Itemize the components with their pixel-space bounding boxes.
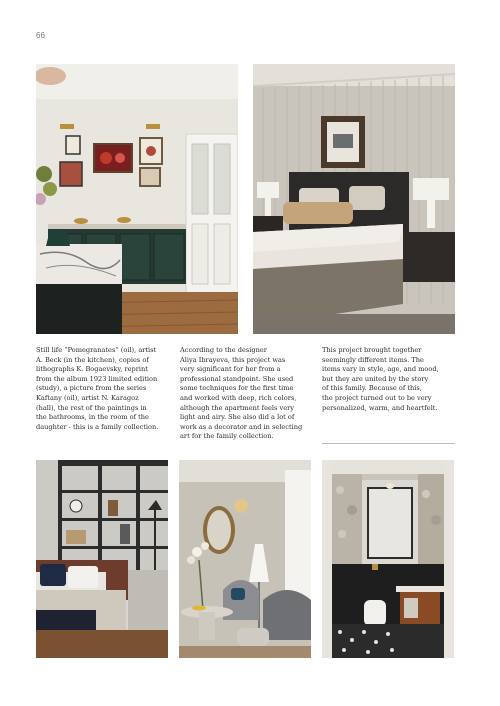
kitchen-photo — [36, 64, 238, 334]
column-divider-rule — [322, 443, 455, 444]
caption-column-2: According to the designer Aliya Ibrayeva, this project was very significant for her from a professional standpoint. She used some techniques for the first time and worked with deep, rich colors, although the apartment feels very light and airy. She also did a lot of work as a decorator and in selecting art for the family collection. — [180, 346, 303, 441]
bedroom-photo — [253, 64, 455, 334]
shelf-bedroom-photo — [36, 460, 168, 658]
bathroom-photo — [322, 460, 454, 658]
caption-column-1: Still life “Pomegranates” (oil), artist A. Beck (in the kitchen), copies of lithographs K. Bogaevsky, reprint from the album 1923 limited edition (study), a picture from the series Kaftany (oil), artist N. Karagoz (hall), the rest of the paintings in the bathrooms, in the room of the daughter - this is a family collection. — [36, 346, 159, 431]
caption-column-3: This project brought together seemingly different items. The items vary in style, age, and mood, but they are united by the story of this family. Because of this, the project turned out to be very personalized, warm, and heartfelt. — [322, 346, 439, 412]
living-room-photo — [179, 460, 311, 658]
page-number: 66 — [36, 31, 45, 40]
